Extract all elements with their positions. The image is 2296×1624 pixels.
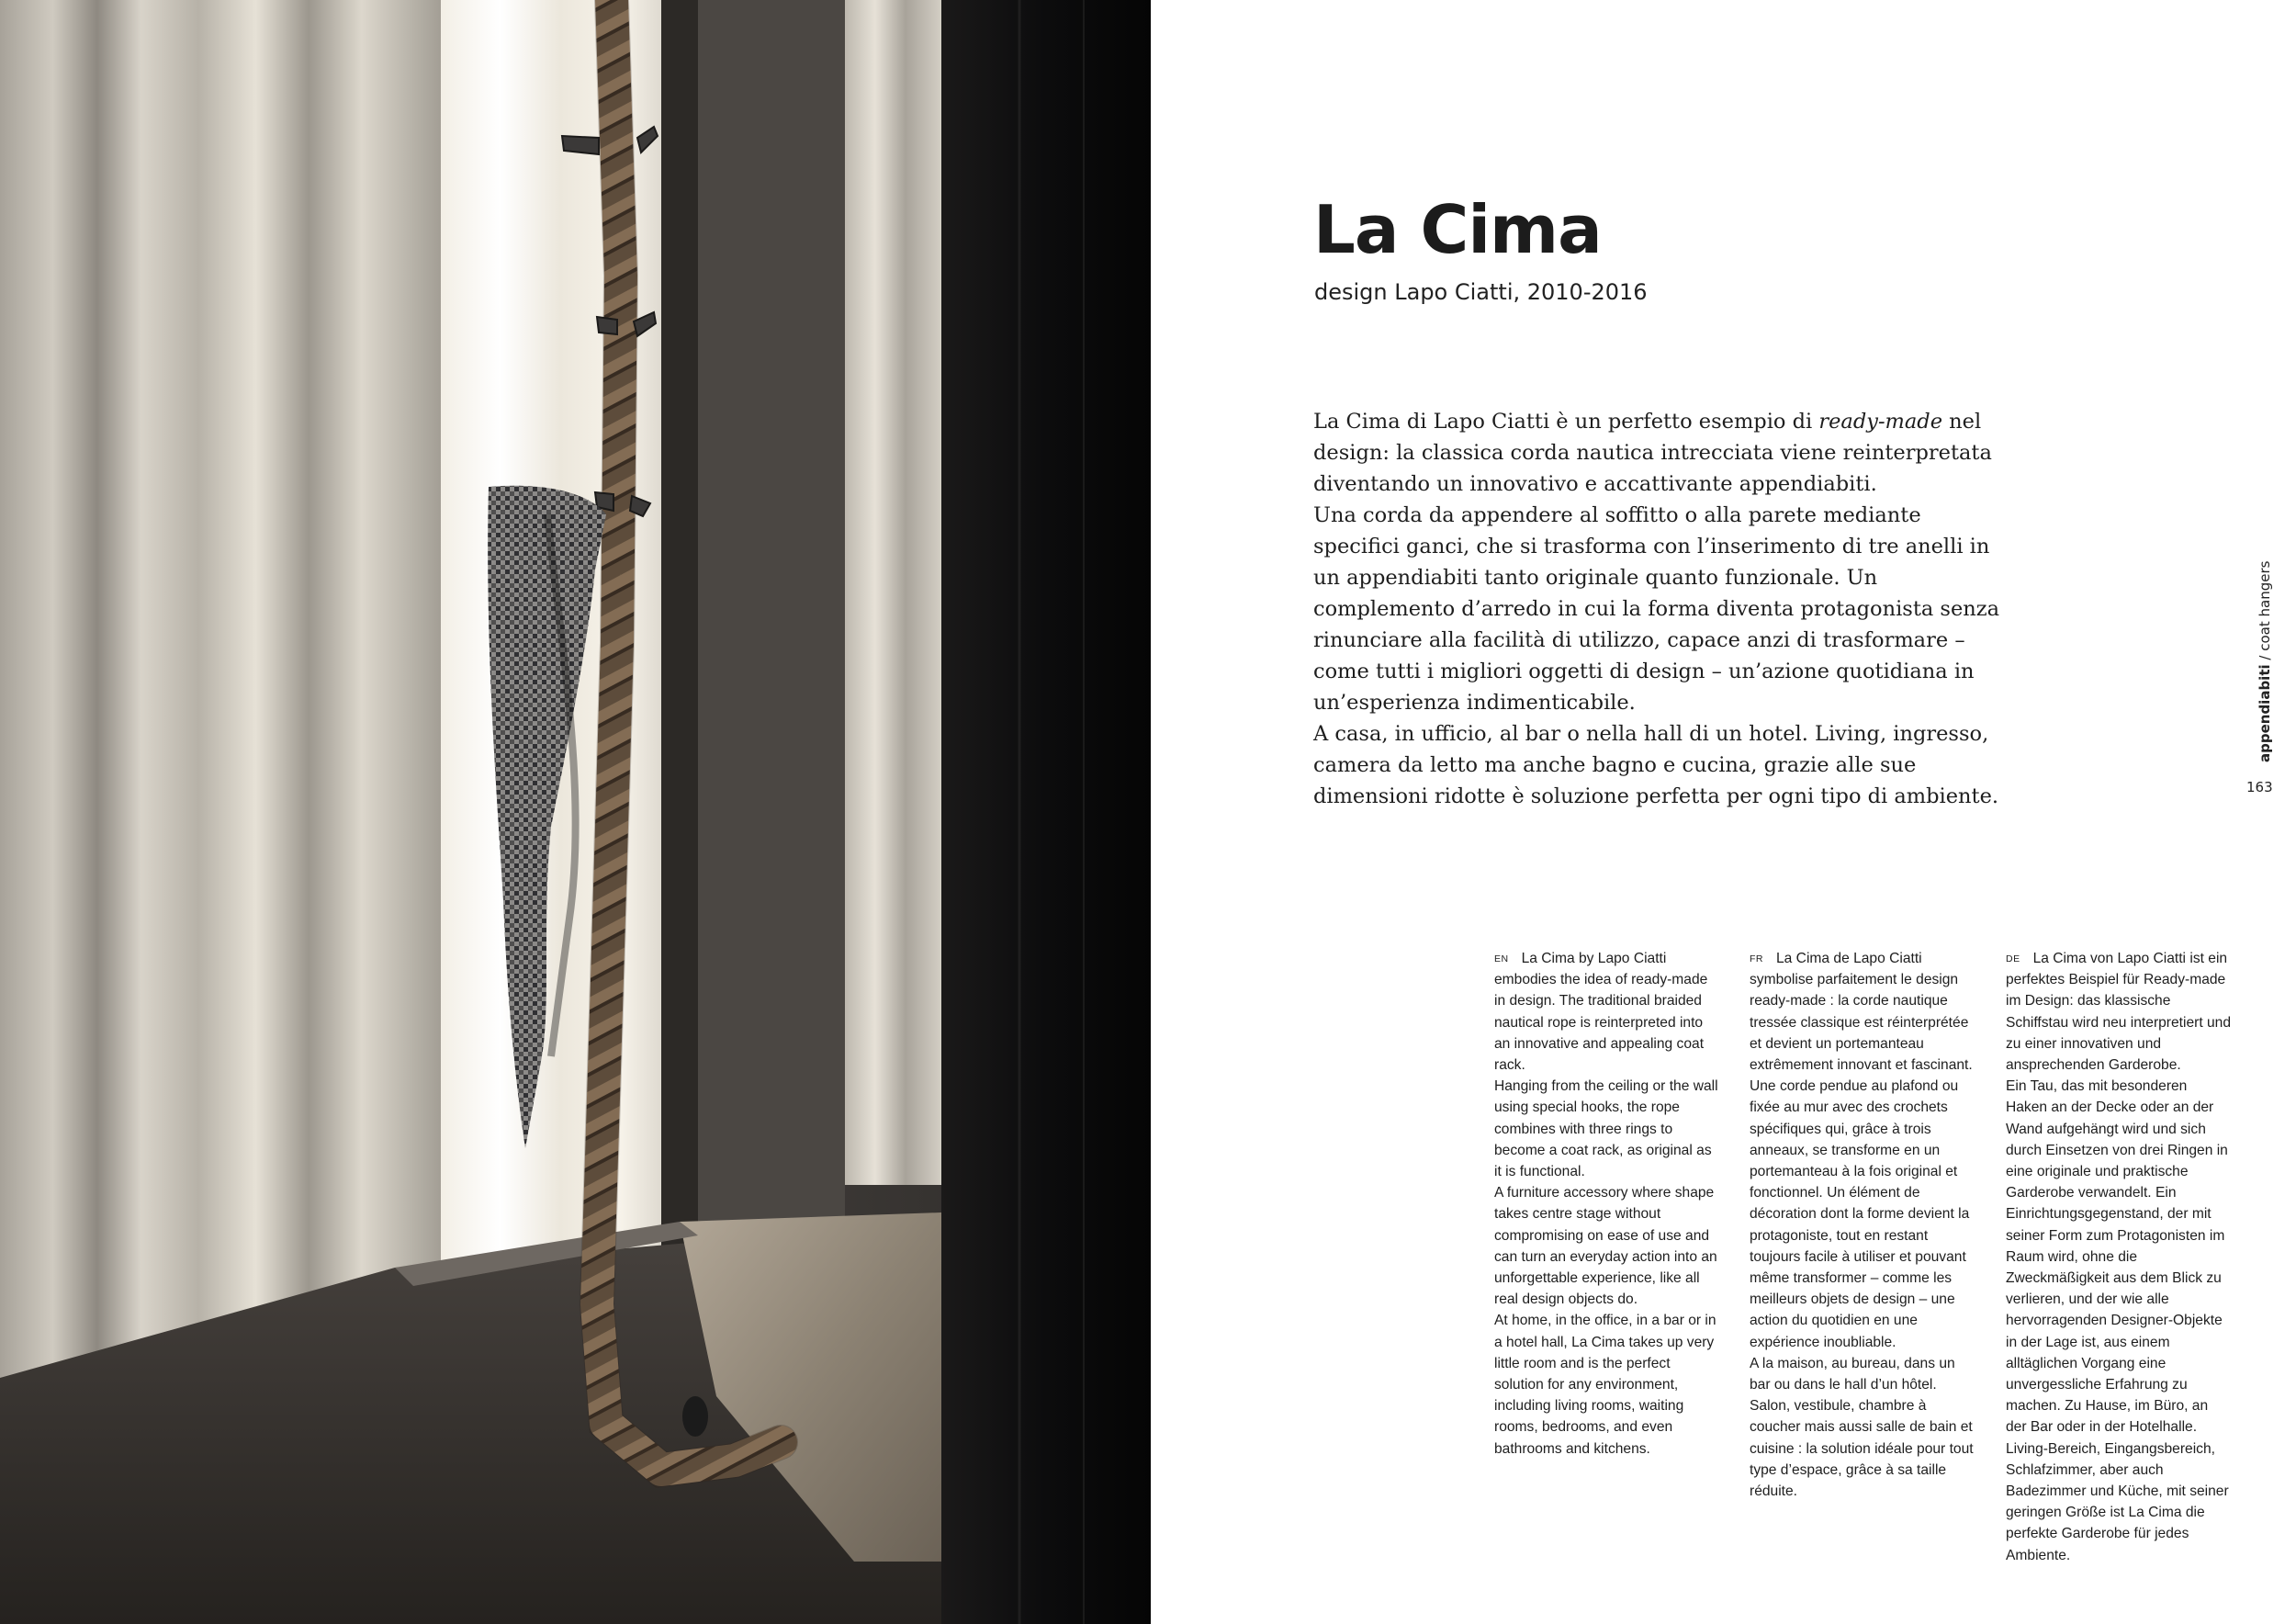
column-de-paragraph-1 bbox=[2006, 948, 2231, 1076]
intro-italic-term: ready-made bbox=[1818, 410, 1943, 434]
column-fr-paragraph-1 bbox=[1750, 948, 1975, 1076]
page-title: La Cima bbox=[1313, 191, 1602, 268]
intro-paragraph-2: Una corda da appendere al soffitto o alla parete mediante specifici ganci, che si trasforma con l’inserimento di tre anelli in un appendiabiti tanto originale quanto funzionale. Un complemento d’arredo in cui la forma diventa protagonista senza rinunciare alla facilità di utilizzo, capace anzi di trasformare – come tutti i migliori oggetti di design – un’azione quotidiana in un’esperienza indimenticabile. bbox=[1313, 503, 2000, 715]
intro-paragraph-3: A casa, in ufficio, al bar o nella hall di un hotel. Living, ingresso, camera da letto ma anche bagno e cucina, grazie alle sue dimensioni ridotte è soluzione perfetta per ogni tipo di ambiente. bbox=[1313, 722, 1999, 808]
section-side-label bbox=[2252, 560, 2278, 762]
intro-paragraph-1 bbox=[1313, 406, 2011, 500]
column-en-paragraph-2: Hanging from the ceiling or the wall using special hooks, the rope combines with three rings to become a coat rack, as original as it is functional. bbox=[1494, 1078, 1718, 1180]
intro-text-italian bbox=[1313, 406, 2011, 812]
language-code-fr: FR bbox=[1750, 953, 1763, 964]
column-en-paragraph-3: A furniture accessory where shape takes centre stage without compromising on ease of use and can turn an everyday action into an unforgettable experience, like all real design objects do. bbox=[1494, 1185, 1717, 1308]
column-de-paragraph-2: Ein Tau, das mit besonderen Haken an der Decke oder an der Wand aufgehängt wird und sich durch Einsetzen von drei Ringen in eine originale und praktische Garderobe verwandelt. Ein Einrichtungsgegenstand, der mit seiner Form zum Protagonisten im Raum wird, ohne die Zweckmäßigkeit aus dem Blick zu verlieren, und der wie alle hervorragenden Designer-Objekte in der Lage ist, aus einem alltäglichen Vorgang eine unvergessliche Erfahrung zu machen. Zu Hause, im Büro, an der Bar oder in der Hotelhalle. Living-Bereich, Eingangsbereich, Schlafzimmer, aber auch Badezimmer und Küche, mit seiner geringen Größe ist La Cima die perfekte Garderobe für jedes Ambiente. bbox=[2006, 1078, 2229, 1563]
column-text: La Cima von Lapo Ciatti ist ein perfektes Beispiel für Ready-made im Design: das klassische Schiffstau wird neu interpretiert und zu einer innovativen und ansprechenden Garderobe. bbox=[2006, 951, 2232, 1074]
section-separator: / bbox=[2257, 650, 2273, 665]
column-french bbox=[1750, 948, 1975, 1502]
intro-text-segment: La Cima di Lapo Ciatti è un perfetto esempio di bbox=[1313, 410, 1819, 434]
section-category-en: coat hangers bbox=[2257, 560, 2273, 651]
column-fr-paragraph-2: Une corde pendue au plafond ou fixée au mur avec des crochets spécifiques qui, grâce à trois anneaux, se transforme en un portemanteau à la fois original et fonctionnel. Un élément de décoration dont la forme devient la protagoniste, tout en restant toujours facile à utiliser et pouvant même transformer – comme les meilleurs objets de design – une action du quotidien en une expérience inoubliable. bbox=[1750, 1078, 1970, 1350]
section-category: appendiabiti bbox=[2257, 664, 2273, 762]
designer-credit: design Lapo Ciatti, 2010-2016 bbox=[1314, 279, 1648, 305]
column-text: La Cima de Lapo Ciatti symbolise parfaitement le design ready-made : la corde nautique tressée classique est réinterprétée et devient un portemanteau extrêmement innovant et fascinant. bbox=[1750, 951, 1973, 1074]
column-en-paragraph-1 bbox=[1494, 948, 1719, 1076]
language-code-de: DE bbox=[2006, 953, 2020, 964]
column-german bbox=[2006, 948, 2231, 1566]
language-code-en: EN bbox=[1494, 953, 1509, 964]
section-side-label-text bbox=[2252, 560, 2278, 762]
page-number: 163 bbox=[2246, 779, 2273, 795]
intro-text-segment: la classica corda nautica intrecciata viene reinterpretata diventando un innovativo e accattivante appendiabiti. bbox=[1313, 441, 1992, 496]
column-fr-paragraph-3: A la maison, au bureau, dans un bar ou dans le hall d’un hôtel. Salon, vestibule, chambre à coucher mais aussi salle de bain et cuisine : la solution idéale pour tout type d’espace, grâce à sa taille réduite. bbox=[1750, 1355, 1974, 1500]
intro-text-segment: nel design: bbox=[1313, 410, 1982, 465]
column-text: La Cima by Lapo Ciatti embodies the idea of ready-made in design. The traditional braided nautical rope is reinterpreted into an innovative and appealing coat rack. bbox=[1494, 951, 1708, 1074]
column-english bbox=[1494, 948, 1719, 1460]
column-en-paragraph-4: At home, in the office, in a bar or in a hotel hall, La Cima takes up very little room and is the perfect solution for any environment, including living rooms, waiting rooms, bedrooms, and even bathrooms and kitchens. bbox=[1494, 1313, 1716, 1457]
